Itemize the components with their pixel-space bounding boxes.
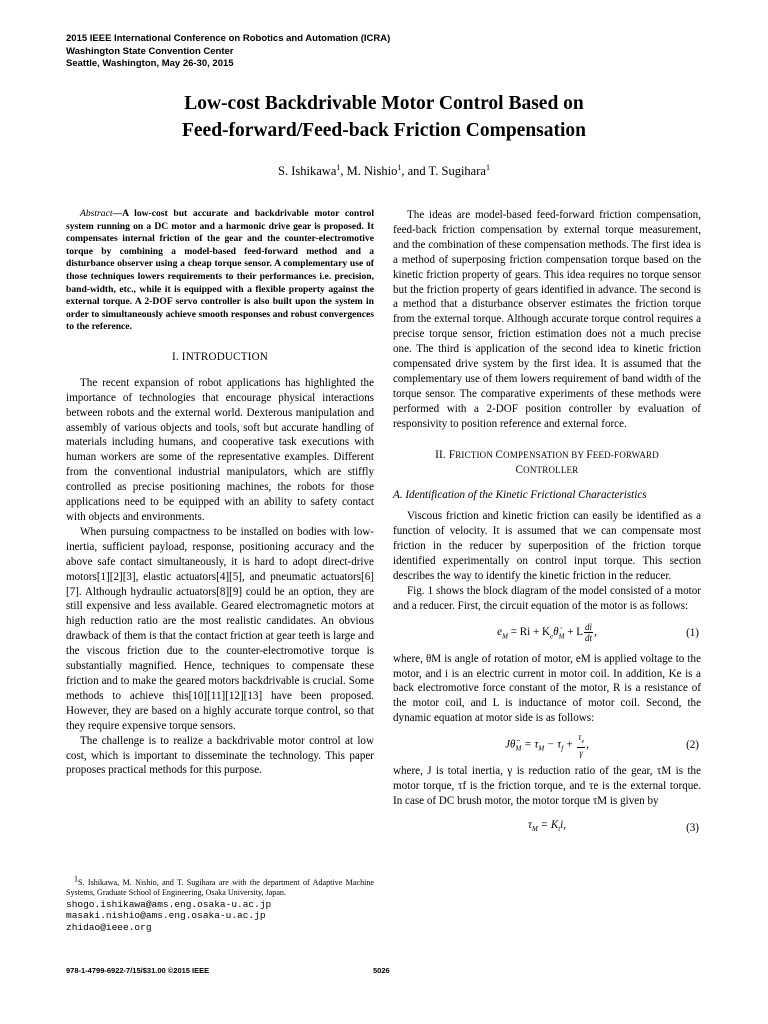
abstract-text: A low-cost but accurate and backdrivable motor control system running on a DC motor and a harmonic drive gear is proposed. It compensates internal friction of the gear and the counter-electromotive torque by combining a model-based feed-forward method and a disturbance observer using a cheap torque sensor. A complementary use of those techniques lowers requirements to their performances i.e. precision, band-width, etc., while it is equipped with a flexible property against the external torque. A 2-DOF servo controller is also built upon the system in order to simultaneously achieve smooth responses and robust convergences to the reference.: [66, 208, 374, 333]
title-line-2: Feed-forward/Feed-back Friction Compensation: [181, 120, 587, 141]
right-column: [393, 208, 701, 847]
eq1-lhs: e: [497, 625, 503, 638]
author-separator: , and: [401, 164, 429, 178]
paper-title: [66, 90, 702, 144]
section-heading-friction-compensation: [393, 448, 701, 478]
section2-paragraph-1: Viscous friction and kinetic friction can easily be identified as a function of velocity. It is assumed that we can compensate most friction in the reducer by superposition of the friction torque identified experimentally on control input torque. This section describes the way to identify the kinetic friction in the reducer.: [393, 510, 701, 582]
abstract: [66, 208, 374, 334]
section-number: II.: [435, 448, 449, 461]
where-paragraph-1: where, θM is angle of rotation of motor, eM is applied voltage to the motor, and i is an electric current in motor coil. In addition, Ke is a back electromotive force constant of the motor, R is a resistance of the motor coil, and L is inductance of motor coil. Second, the dynamic equation at motor side is as follows:: [393, 652, 701, 725]
smallcap-initial: C: [495, 448, 504, 461]
smallcap-initial: F: [448, 448, 456, 461]
intro-paragraph-2: When pursuing compactness to be installed on bodies with low-inertia, sufficient payload, response, positioning accuracy and the above safe contact simultaneously, it is hard to adopt direct-drive motors[1][2][3], elastic actuators[4][5], and pneumatic actuators[6][7]. Although hydraulic actuators[8][9] could be an option, they are still expensive and less available. Geared electromagnetic motors at high reduction ratio are the most realistic candidates. An obvious drawback of them is that the contact friction at gear teeth is large and the viscous friction due to the counter-electromotive torque is substantially magnified. Hence, techniques to compensate these friction and to make the geared motors backdrivable is crucial. Some methods to achieve this[10][11][12][13] have been proposed. However, they are based on a highly accurate torque control, so that they require expensive torque sensors.: [66, 525, 374, 732]
equation-2: [393, 730, 701, 760]
footnote-mark: 1: [74, 874, 78, 884]
left-column: [66, 208, 374, 778]
equation-3: [393, 813, 701, 843]
smallcap-rest: RICTION: [455, 449, 496, 460]
equation-3-number: (3): [686, 821, 699, 834]
conference-venue: Washington State Convention Center: [66, 45, 234, 57]
email-address[interactable]: masaki.nishio@ams.eng.osaka-u.ac.jp: [66, 910, 266, 922]
subsection-heading: A. Identification of the Kinetic Frictional Characteristics: [393, 489, 647, 502]
intro-paragraph-1: The recent expansion of robot applications has highlighted the importance of technologies that encourage physical interactions between robots and the external world. Dexterous manipulation and assembly of various objects and tools, soft but accurate handling of materials including humans, and cooperative task executions with human workers are some of the representative examples. Different from the conventional industrial manipulators, which are stiffly controlled as precise positioning machines, the robots for those applications need to be equipped with an ability to safety contact with objects and environments.: [66, 376, 374, 523]
email-address[interactable]: shogo.ishikawa@ams.eng.osaka-u.ac.jp: [66, 898, 272, 910]
smallcap-rest: ONTROLLER: [523, 464, 579, 475]
author-list: [66, 163, 702, 179]
author-name: S. Ishikawa: [278, 164, 337, 178]
smallcap-initial: F: [586, 448, 593, 461]
where-paragraph-2: where, J is total inertia, γ is reduction ratio of the gear, τM is the motor torque, τf is the friction torque, and τe is the external torque. In case of DC brush motor, the motor torque τM is given by: [393, 765, 701, 807]
equation-3-expression: $\tau_M = K_ti$,: [527, 819, 567, 834]
footnote-text: [66, 874, 374, 899]
title-line-1: Low-cost Backdrivable Motor Control Based on: [184, 93, 584, 114]
copyright-notice: 978-1-4799-6922-7/15/$31.00 ©2015 IEEE: [66, 966, 210, 975]
author-name: M. Nishio: [346, 164, 398, 178]
affiliation-mark: 1: [397, 162, 402, 172]
equation-2-number: (2): [686, 739, 699, 752]
author-name: T. Sugihara: [428, 164, 486, 178]
affiliation-mark: 1: [336, 162, 341, 172]
email-address[interactable]: zhidao@ieee.org: [66, 921, 152, 933]
smallcap-initial: C: [515, 463, 524, 476]
intro-continued-paragraph: The ideas are model-based feed-forward friction compensation, feed-back friction compensation by external torque measurement, and the combination of these compensation methods. The first idea is a method of superposing friction compensation torque based on the kinetic friction property of gears. This idea requires no torque sensor but the friction property of gears identified in advance. The second is a method that a disturbance observer estimates the friction torque from the external torque. Although accurate torque control requires a precise torque sensor, friction estimation does not a much precise one. The third is application of the second idea to kinetic friction compensated drive system by the first idea. It is assumed that the complementary use of them lowers requirement of band width of the torque sensor. The comparative experiments of these methods were performed with a 2-DOF position controller by evaluation of responsivity to position reference and external force.: [393, 209, 701, 430]
footnote-affiliation: S. Ishikawa, M. Nishio, and T. Sugihara are with the department of Adaptive Machine Systems, Graduate School of Engineering, Osaka University, Japan.: [66, 878, 374, 898]
affiliation-mark: 1: [485, 162, 490, 172]
eq1-mid: + L: [564, 625, 584, 638]
equation-2-expression: $J\thetä_M = \tau_M - \tau_f$ + $\frac{\tau_e}{\gamma}$ ,: [505, 732, 589, 759]
conference-location-date: Seattle, Washington, May 26-30, 2015: [66, 58, 234, 69]
section-heading-introduction: I. INTRODUCTION: [171, 350, 269, 363]
eq1-rhs: = Ri + K: [507, 625, 551, 638]
equation-1-number: (1): [686, 626, 699, 639]
abstract-dash: —: [112, 208, 123, 219]
section2-paragraph-2: Fig. 1 shows the block diagram of the model consisted of a motor and a reducer. First, the circuit equation of the motor is as follows:: [393, 584, 701, 612]
conference-name: 2015 IEEE International Conference on Robotics and Automation (ICRA): [66, 33, 391, 44]
conference-header: [66, 33, 526, 71]
smallcap-rest: EED-FORWARD: [592, 449, 659, 460]
author-separator: ,: [340, 164, 347, 178]
affiliation-footnote: [66, 874, 374, 933]
intro-paragraph-3: The challenge is to realize a backdrivable motor control at low cost, which is important to disseminate the technology. This paper proposes practical methods for this purpose.: [66, 734, 374, 777]
equation-1: [393, 618, 701, 648]
smallcap-rest: OMPENSATION BY: [503, 449, 587, 460]
equation-1-expression: $e_M = Ri$ + $K_e\thetȧ_M + L$ $\frac{di}{dt}$ ,: [497, 621, 597, 643]
tau-gamma-fraction: $\frac{\tau_e}{\gamma}$: [578, 732, 585, 759]
page-number: 5026: [373, 966, 390, 975]
di-dt-fraction: $\frac{di}{dt}$: [585, 621, 593, 643]
abstract-label: Abstract: [80, 208, 113, 219]
